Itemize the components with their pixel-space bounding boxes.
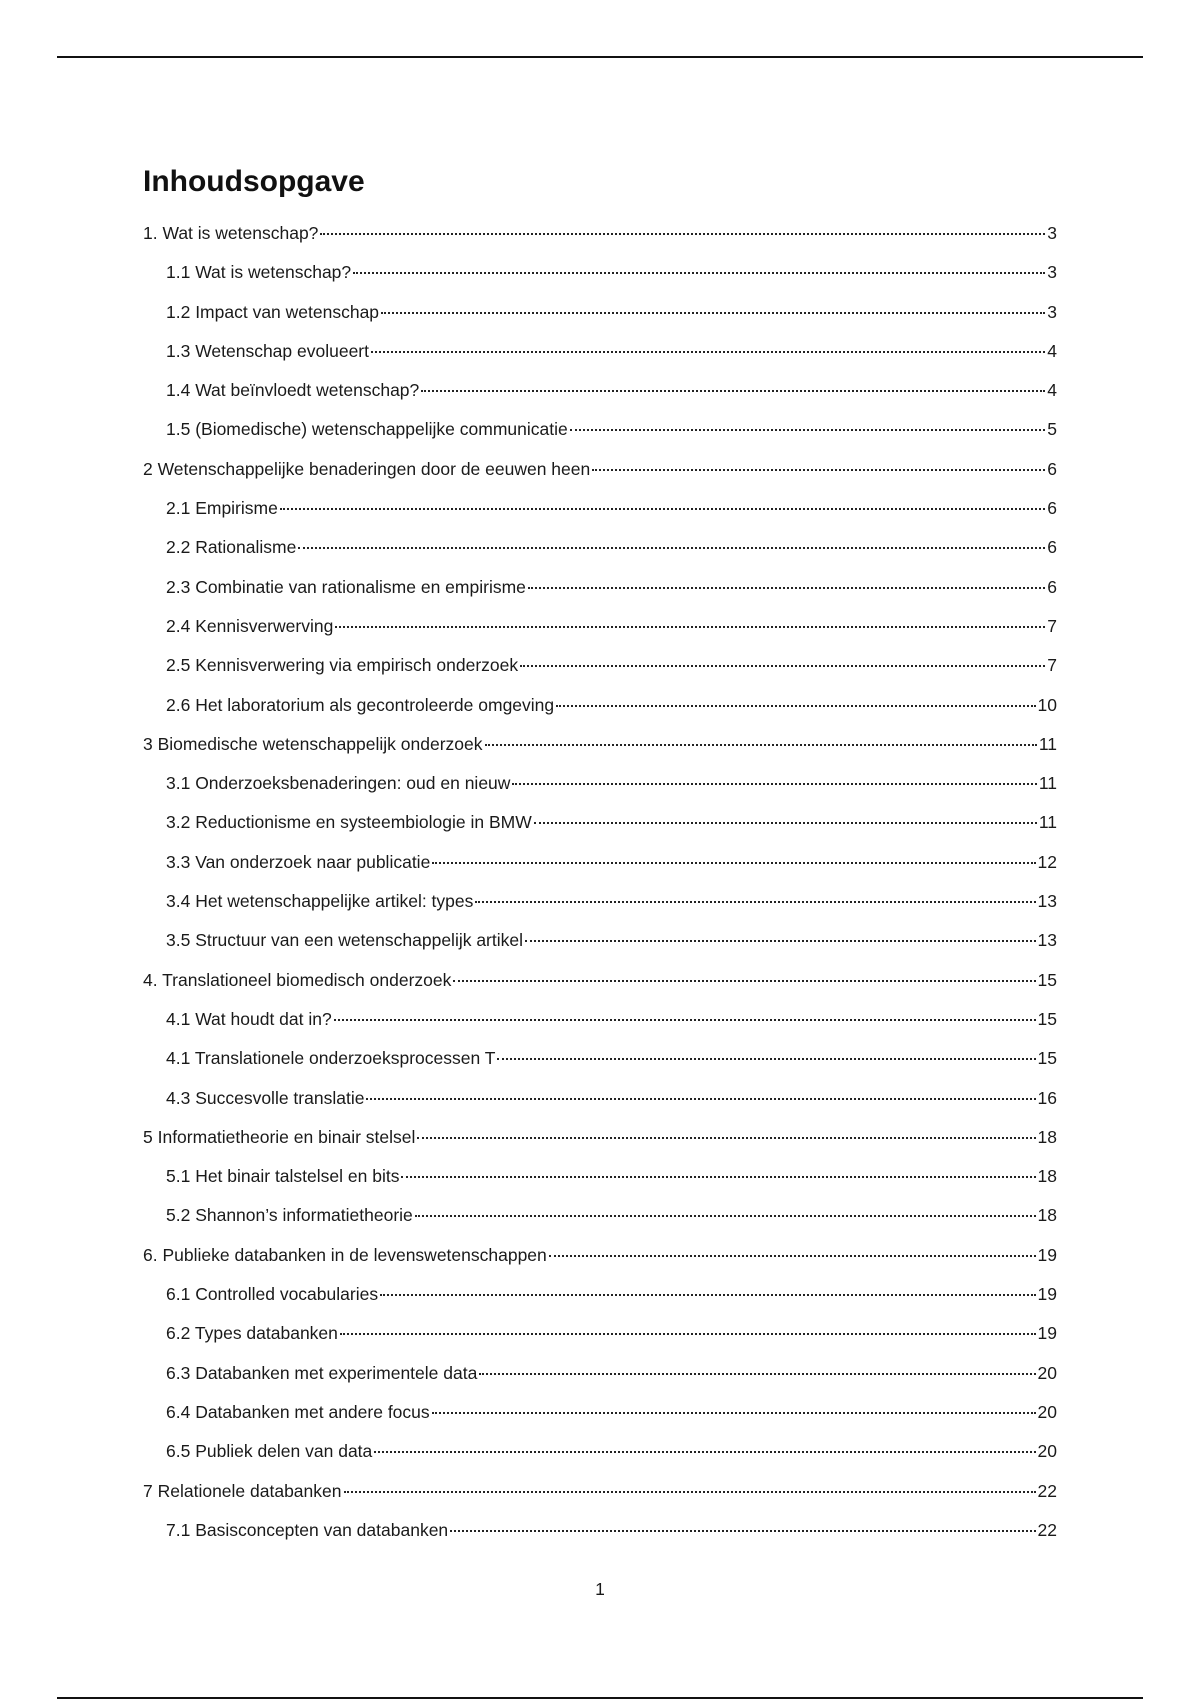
toc-dot-leader xyxy=(479,1373,1035,1375)
toc-entry-title: 1.1 Wat is wetenschap? xyxy=(166,262,352,283)
toc-entry-page-number: 13 xyxy=(1037,930,1057,951)
toc-chapter-entry[interactable] xyxy=(143,733,1057,772)
toc-entry-title: 2.6 Het laboratorium als gecontroleerde omgeving xyxy=(166,694,555,715)
toc-dot-leader xyxy=(381,312,1045,314)
toc-dot-leader xyxy=(475,901,1035,903)
toc-section-entry[interactable] xyxy=(143,1401,1057,1440)
toc-entry-page-number: 6 xyxy=(1047,498,1057,519)
toc-dot-leader xyxy=(335,626,1045,628)
toc-entry-title: 7.1 Basisconcepten van databanken xyxy=(166,1519,449,1540)
toc-entry-page-number: 22 xyxy=(1037,1519,1057,1540)
toc-dot-leader xyxy=(497,1058,1035,1060)
toc-title: Inhoudsopgave xyxy=(143,165,365,198)
toc-entry-title: 3 Biomedische wetenschappelijk onderzoek xyxy=(143,733,483,754)
toc-entry-page-number: 5 xyxy=(1047,419,1057,440)
toc-entry-title: 1.2 Impact van wetenschap xyxy=(166,301,380,322)
toc-section-entry[interactable] xyxy=(143,615,1057,654)
toc-entry-title: 5.1 Het binair talstelsel en bits xyxy=(166,1166,400,1187)
toc-entry-title: 3.3 Van onderzoek naar publicatie xyxy=(166,851,431,872)
toc-dot-leader xyxy=(549,1255,1036,1257)
toc-dot-leader xyxy=(371,351,1045,353)
toc-chapter-entry[interactable] xyxy=(143,969,1057,1008)
toc-entry-page-number: 3 xyxy=(1047,262,1057,283)
toc-entry-page-number: 19 xyxy=(1037,1284,1057,1305)
toc-section-entry[interactable] xyxy=(143,1283,1057,1322)
toc-section-entry[interactable] xyxy=(143,694,1057,733)
toc-section-entry[interactable] xyxy=(143,340,1057,379)
toc-section-entry[interactable] xyxy=(143,890,1057,929)
toc-entry-title: 2.1 Empirisme xyxy=(166,498,278,519)
toc-dot-leader xyxy=(534,822,1037,824)
toc-section-entry[interactable] xyxy=(143,497,1057,536)
toc-entry-page-number: 15 xyxy=(1037,1048,1057,1069)
toc-chapter-entry[interactable] xyxy=(143,222,1057,261)
toc-dot-leader xyxy=(344,1491,1036,1493)
toc-section-entry[interactable] xyxy=(143,929,1057,968)
toc-entry-title: 4.1 Wat houdt dat in? xyxy=(166,1008,332,1029)
header-rule xyxy=(57,56,1143,58)
toc-entry-title: 4.3 Succesvolle translatie xyxy=(166,1087,365,1108)
toc-dot-leader xyxy=(485,744,1037,746)
toc-entry-page-number: 22 xyxy=(1037,1480,1057,1501)
toc-entry-title: 6.3 Databanken met experimentele data xyxy=(166,1362,478,1383)
toc-entry-title: 1. Wat is wetenschap? xyxy=(143,223,319,243)
toc-dot-leader xyxy=(432,862,1035,864)
toc-entry-title: 6.2 Types databanken xyxy=(166,1323,338,1344)
toc-section-entry[interactable] xyxy=(143,1322,1057,1361)
toc-entry-title: 2.2 Rationalisme xyxy=(166,537,297,558)
toc-entry-title: 1.4 Wat beïnvloedt wetenschap? xyxy=(166,380,420,401)
toc-chapter-entry[interactable] xyxy=(143,458,1057,497)
toc-entry-title: 6.5 Publiek delen van data xyxy=(166,1441,373,1462)
toc-entry-title: 7 Relationele databanken xyxy=(143,1480,342,1501)
toc-dot-leader xyxy=(280,508,1045,510)
toc-entry-page-number: 7 xyxy=(1047,655,1057,676)
toc-entry-page-number: 19 xyxy=(1037,1323,1057,1344)
toc-dot-leader xyxy=(528,587,1045,589)
toc-dot-leader xyxy=(415,1215,1036,1217)
toc-section-entry[interactable] xyxy=(143,301,1057,340)
toc-dot-leader xyxy=(320,233,1045,235)
toc-entry-title: 6. Publieke databanken in de levenswetenschappen xyxy=(143,1244,547,1265)
toc-entry-title: 2.5 Kennisverwering via empirisch onderzoek xyxy=(166,655,519,676)
toc-entry-title: 5 Informatietheorie en binair stelsel xyxy=(143,1126,416,1147)
toc-dot-leader xyxy=(340,1333,1036,1335)
toc-chapter-entry[interactable] xyxy=(143,1244,1057,1283)
toc-list xyxy=(143,222,1057,1558)
toc-section-entry[interactable] xyxy=(143,1204,1057,1243)
toc-dot-leader xyxy=(512,783,1036,785)
toc-entry-page-number: 6 xyxy=(1047,576,1057,597)
toc-entry-page-number: 7 xyxy=(1047,615,1057,636)
toc-entry-title: 2.4 Kennisverwerving xyxy=(166,615,334,636)
toc-entry-page-number: 20 xyxy=(1037,1401,1057,1422)
toc-dot-leader xyxy=(556,705,1035,707)
toc-section-entry[interactable] xyxy=(143,1047,1057,1086)
toc-section-entry[interactable] xyxy=(143,1440,1057,1479)
toc-dot-leader xyxy=(353,272,1045,274)
toc-entry-page-number: 4 xyxy=(1047,380,1057,401)
toc-entry-title: 1.5 (Biomedische) wetenschappelijke communicatie xyxy=(166,419,568,440)
toc-entry-page-number: 11 xyxy=(1038,733,1057,754)
toc-entry-page-number: 13 xyxy=(1037,891,1057,912)
toc-chapter-entry[interactable] xyxy=(143,1126,1057,1165)
toc-section-entry[interactable] xyxy=(143,576,1057,615)
toc-entry-title: 6.4 Databanken met andere focus xyxy=(166,1401,430,1422)
toc-section-entry[interactable] xyxy=(143,811,1057,850)
footer-rule xyxy=(57,1697,1143,1699)
toc-entry-page-number: 11 xyxy=(1038,773,1057,794)
toc-dot-leader xyxy=(450,1530,1035,1532)
toc-entry-page-number: 16 xyxy=(1037,1087,1057,1108)
toc-dot-leader xyxy=(374,1451,1035,1453)
toc-dot-leader xyxy=(380,1294,1035,1296)
toc-section-entry[interactable] xyxy=(143,1519,1057,1558)
toc-section-entry[interactable] xyxy=(143,1362,1057,1401)
toc-entry-page-number: 12 xyxy=(1037,851,1057,872)
toc-entry-title: 2 Wetenschappelijke benaderingen door de eeuwen heen xyxy=(143,458,591,479)
toc-section-entry[interactable] xyxy=(143,1087,1057,1126)
toc-dot-leader xyxy=(525,940,1036,942)
toc-entry-page-number: 19 xyxy=(1037,1244,1057,1265)
toc-section-entry[interactable] xyxy=(143,772,1057,811)
toc-dot-leader xyxy=(401,1176,1035,1178)
toc-section-entry[interactable] xyxy=(143,1008,1057,1047)
toc-dot-leader xyxy=(592,469,1045,471)
toc-section-entry[interactable] xyxy=(143,1165,1057,1204)
toc-entry-title: 2.3 Combinatie van rationalisme en empirisme xyxy=(166,576,526,597)
toc-entry-page-number: 11 xyxy=(1038,812,1057,833)
toc-dot-leader xyxy=(298,547,1045,549)
toc-section-entry[interactable] xyxy=(143,536,1057,575)
toc-entry-title: 1.3 Wetenschap evolueert xyxy=(166,340,370,361)
toc-entry-title: 3.2 Reductionisme en systeembiologie in BMW xyxy=(166,812,532,833)
toc-dot-leader xyxy=(417,1137,1035,1139)
toc-section-entry[interactable] xyxy=(143,851,1057,890)
toc-chapter-entry[interactable] xyxy=(143,1480,1057,1519)
toc-entry-title: 4. Translationeel biomedisch onderzoek xyxy=(143,969,452,990)
toc-entry-title: 5.2 Shannon’s informatietheorie xyxy=(166,1205,413,1226)
toc-entry-title: 3.1 Onderzoeksbenaderingen: oud en nieuw xyxy=(166,773,511,794)
toc-dot-leader xyxy=(432,1412,1036,1414)
toc-entry-page-number: 18 xyxy=(1037,1166,1057,1187)
toc-entry-page-number: 20 xyxy=(1037,1362,1057,1383)
toc-entry-title: 3.5 Structuur van een wetenschappelijk artikel xyxy=(166,930,524,951)
toc-entry-page-number: 18 xyxy=(1037,1205,1057,1226)
toc-section-entry[interactable] xyxy=(143,379,1057,418)
toc-section-entry[interactable] xyxy=(143,418,1057,457)
toc-entry-page-number: 4 xyxy=(1047,340,1057,361)
toc-entry-title: 3.4 Het wetenschappelijke artikel: types xyxy=(166,891,474,912)
toc-entry-page-number: 10 xyxy=(1037,694,1057,715)
toc-dot-leader xyxy=(334,1019,1036,1021)
toc-entry-page-number: 6 xyxy=(1047,537,1057,558)
toc-entry-page-number: 15 xyxy=(1037,1008,1057,1029)
toc-entry-page-number: 15 xyxy=(1037,969,1057,990)
toc-entry-title: 4.1 Translationele onderzoeksprocessen T xyxy=(166,1048,496,1069)
toc-dot-leader xyxy=(366,1098,1035,1100)
toc-entry-page-number: 3 xyxy=(1047,223,1057,243)
toc-entry-page-number: 18 xyxy=(1037,1126,1057,1147)
toc-entry-page-number: 20 xyxy=(1037,1441,1057,1462)
toc-section-entry[interactable] xyxy=(143,261,1057,300)
toc-entry-page-number: 3 xyxy=(1047,301,1057,322)
page-number: 1 xyxy=(595,1579,605,1599)
toc-section-entry[interactable] xyxy=(143,654,1057,693)
toc-dot-leader xyxy=(570,429,1046,431)
toc-entry-title: 6.1 Controlled vocabularies xyxy=(166,1284,379,1305)
toc-dot-leader xyxy=(421,390,1045,392)
toc-dot-leader xyxy=(520,665,1045,667)
toc-dot-leader xyxy=(453,980,1035,982)
toc-entry-page-number: 6 xyxy=(1047,458,1057,479)
